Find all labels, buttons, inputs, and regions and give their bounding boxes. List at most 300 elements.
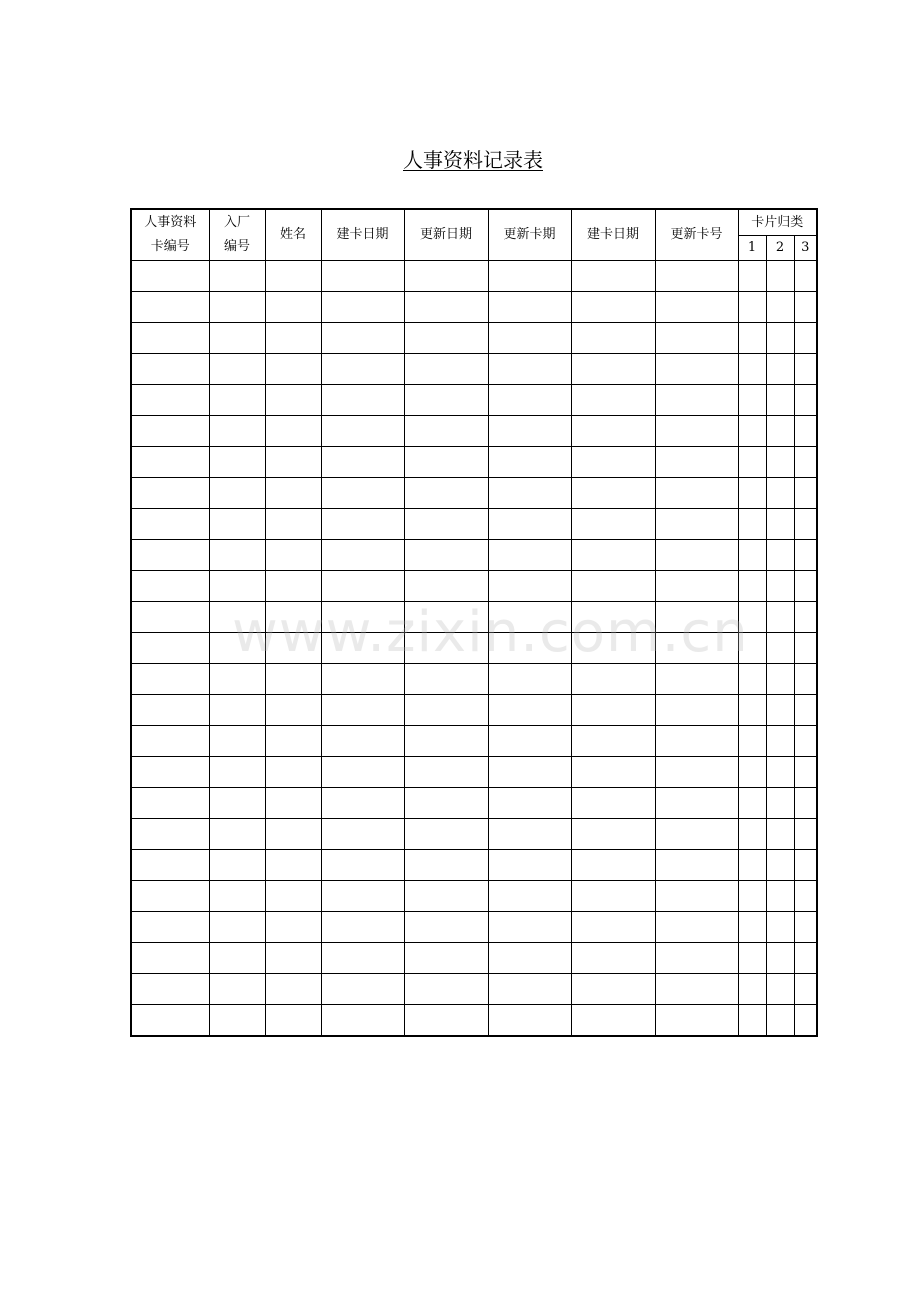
table-cell[interactable] xyxy=(794,850,817,881)
table-cell[interactable] xyxy=(131,447,209,478)
table-cell[interactable] xyxy=(571,385,655,416)
table-cell[interactable] xyxy=(488,385,571,416)
table-cell[interactable] xyxy=(655,416,738,447)
table-cell[interactable] xyxy=(209,602,265,633)
table-cell[interactable] xyxy=(488,974,571,1005)
table-row xyxy=(131,478,817,509)
table-cell[interactable] xyxy=(404,509,488,540)
table-cell[interactable] xyxy=(571,602,655,633)
table-cell[interactable] xyxy=(794,509,817,540)
table-cell[interactable] xyxy=(655,385,738,416)
table-cell[interactable] xyxy=(265,974,321,1005)
table-cell[interactable] xyxy=(794,695,817,726)
table-cell[interactable] xyxy=(794,323,817,354)
table-cell[interactable] xyxy=(488,602,571,633)
table-cell[interactable] xyxy=(766,974,794,1005)
table-row xyxy=(131,416,817,447)
table-cell[interactable] xyxy=(488,695,571,726)
table-cell[interactable] xyxy=(321,478,404,509)
table-cell[interactable] xyxy=(655,261,738,292)
table-cell[interactable] xyxy=(404,633,488,664)
table-cell[interactable] xyxy=(571,912,655,943)
table-cell[interactable] xyxy=(404,602,488,633)
table-row xyxy=(131,540,817,571)
table-cell[interactable] xyxy=(209,447,265,478)
table-cell[interactable] xyxy=(794,633,817,664)
table-row xyxy=(131,819,817,850)
table-cell[interactable] xyxy=(794,726,817,757)
table-cell[interactable] xyxy=(131,354,209,385)
table-cell[interactable] xyxy=(488,788,571,819)
table-cell[interactable] xyxy=(488,850,571,881)
table-cell[interactable] xyxy=(265,602,321,633)
table-cell[interactable] xyxy=(265,292,321,323)
table-cell[interactable] xyxy=(738,695,766,726)
table-row xyxy=(131,943,817,974)
table-cell[interactable] xyxy=(404,385,488,416)
table-cell[interactable] xyxy=(404,819,488,850)
table-cell[interactable] xyxy=(321,788,404,819)
table-cell[interactable] xyxy=(131,292,209,323)
table-cell[interactable] xyxy=(794,1005,817,1037)
table-cell[interactable] xyxy=(738,633,766,664)
table-cell[interactable] xyxy=(131,416,209,447)
table-cell[interactable] xyxy=(321,664,404,695)
table-cell[interactable] xyxy=(655,695,738,726)
table-cell[interactable] xyxy=(738,881,766,912)
table-cell[interactable] xyxy=(655,478,738,509)
table-cell[interactable] xyxy=(404,261,488,292)
table-cell[interactable] xyxy=(794,881,817,912)
table-cell[interactable] xyxy=(571,633,655,664)
table-cell[interactable] xyxy=(488,757,571,788)
watermark: www.zixin.com.cn xyxy=(232,600,749,665)
table-cell[interactable] xyxy=(321,509,404,540)
table-row xyxy=(131,850,817,881)
table-cell[interactable] xyxy=(321,323,404,354)
table-cell[interactable] xyxy=(655,726,738,757)
table-cell[interactable] xyxy=(321,912,404,943)
table-cell[interactable] xyxy=(655,819,738,850)
table-cell[interactable] xyxy=(321,602,404,633)
table-cell[interactable] xyxy=(655,943,738,974)
table-cell[interactable] xyxy=(321,633,404,664)
table-cell[interactable] xyxy=(321,261,404,292)
table-row xyxy=(131,323,817,354)
table-cell[interactable] xyxy=(738,819,766,850)
table-row xyxy=(131,974,817,1005)
table-cell[interactable] xyxy=(321,540,404,571)
table-cell[interactable] xyxy=(209,633,265,664)
table-cell[interactable] xyxy=(738,540,766,571)
table-cell[interactable] xyxy=(131,943,209,974)
table-cell[interactable] xyxy=(571,292,655,323)
table-cell[interactable] xyxy=(794,571,817,602)
table-cell[interactable] xyxy=(265,447,321,478)
table-cell[interactable] xyxy=(265,385,321,416)
table-cell[interactable] xyxy=(766,726,794,757)
table-cell[interactable] xyxy=(488,819,571,850)
table-cell[interactable] xyxy=(404,540,488,571)
table-cell[interactable] xyxy=(131,726,209,757)
table-row xyxy=(131,571,817,602)
table-cell[interactable] xyxy=(766,943,794,974)
table-cell[interactable] xyxy=(655,354,738,385)
table-cell[interactable] xyxy=(404,726,488,757)
table-cell[interactable] xyxy=(209,726,265,757)
table-cell[interactable] xyxy=(131,695,209,726)
table-cell[interactable] xyxy=(404,881,488,912)
table-cell[interactable] xyxy=(131,478,209,509)
table-cell[interactable] xyxy=(404,1005,488,1037)
table-cell[interactable] xyxy=(488,447,571,478)
table-cell[interactable] xyxy=(655,664,738,695)
table-cell[interactable] xyxy=(794,912,817,943)
table-cell[interactable] xyxy=(131,323,209,354)
table-cell[interactable] xyxy=(404,757,488,788)
table-cell[interactable] xyxy=(794,974,817,1005)
table-cell[interactable] xyxy=(766,819,794,850)
table-cell[interactable] xyxy=(794,540,817,571)
table-cell[interactable] xyxy=(209,664,265,695)
table-cell[interactable] xyxy=(131,664,209,695)
table-cell[interactable] xyxy=(571,757,655,788)
table-cell[interactable] xyxy=(488,292,571,323)
table-cell[interactable] xyxy=(794,664,817,695)
table-cell[interactable] xyxy=(738,509,766,540)
table-cell[interactable] xyxy=(265,726,321,757)
table-cell[interactable] xyxy=(488,881,571,912)
table-cell[interactable] xyxy=(794,447,817,478)
table-cell[interactable] xyxy=(571,695,655,726)
table-cell[interactable] xyxy=(209,695,265,726)
table-cell[interactable] xyxy=(488,633,571,664)
table-cell[interactable] xyxy=(794,602,817,633)
table-cell[interactable] xyxy=(655,292,738,323)
table-cell[interactable] xyxy=(766,447,794,478)
table-cell[interactable] xyxy=(131,881,209,912)
table-cell[interactable] xyxy=(209,416,265,447)
table-cell[interactable] xyxy=(488,509,571,540)
table-cell[interactable] xyxy=(571,571,655,602)
table-cell[interactable] xyxy=(738,323,766,354)
table-row xyxy=(131,1005,817,1037)
header-category: 卡片归类 xyxy=(738,209,817,236)
table-cell[interactable] xyxy=(321,757,404,788)
table-cell[interactable] xyxy=(404,788,488,819)
table-cell[interactable] xyxy=(404,664,488,695)
table-cell[interactable] xyxy=(794,943,817,974)
table-cell[interactable] xyxy=(131,540,209,571)
table-cell[interactable] xyxy=(209,788,265,819)
table-cell[interactable] xyxy=(571,974,655,1005)
table-row xyxy=(131,726,817,757)
table-cell[interactable] xyxy=(738,261,766,292)
table-cell[interactable] xyxy=(131,819,209,850)
table-cell[interactable] xyxy=(766,416,794,447)
table-cell[interactable] xyxy=(766,261,794,292)
table-cell[interactable] xyxy=(209,509,265,540)
table-cell[interactable] xyxy=(571,850,655,881)
table-cell[interactable] xyxy=(766,757,794,788)
table-cell[interactable] xyxy=(404,974,488,1005)
table-cell[interactable] xyxy=(738,571,766,602)
table-cell[interactable] xyxy=(655,1005,738,1037)
table-cell[interactable] xyxy=(321,292,404,323)
table-row xyxy=(131,509,817,540)
table-cell[interactable] xyxy=(265,819,321,850)
table-cell[interactable] xyxy=(766,912,794,943)
table-cell[interactable] xyxy=(738,850,766,881)
table-cell[interactable] xyxy=(488,943,571,974)
header-category-3: 3 xyxy=(794,236,817,261)
table-cell[interactable] xyxy=(655,323,738,354)
table-cell[interactable] xyxy=(321,819,404,850)
table-cell[interactable] xyxy=(794,788,817,819)
table-cell[interactable] xyxy=(131,633,209,664)
table-cell[interactable] xyxy=(738,974,766,1005)
table-cell[interactable] xyxy=(655,850,738,881)
table-cell[interactable] xyxy=(404,323,488,354)
table-row xyxy=(131,664,817,695)
table-cell[interactable] xyxy=(321,695,404,726)
table-cell[interactable] xyxy=(738,385,766,416)
table-cell[interactable] xyxy=(738,478,766,509)
table-cell[interactable] xyxy=(265,478,321,509)
header-update-date: 更新日期 xyxy=(404,209,488,261)
table-cell[interactable] xyxy=(209,385,265,416)
header-created-date-2: 建卡日期 xyxy=(571,209,655,261)
table-cell[interactable] xyxy=(571,726,655,757)
table-cell[interactable] xyxy=(766,664,794,695)
table-cell[interactable] xyxy=(265,261,321,292)
table-cell[interactable] xyxy=(766,509,794,540)
table-cell[interactable] xyxy=(209,354,265,385)
table-cell[interactable] xyxy=(794,819,817,850)
table-cell[interactable] xyxy=(131,912,209,943)
table-cell[interactable] xyxy=(321,416,404,447)
table-cell[interactable] xyxy=(571,478,655,509)
table-cell[interactable] xyxy=(655,974,738,1005)
table-cell[interactable] xyxy=(766,633,794,664)
table-cell[interactable] xyxy=(265,912,321,943)
table-cell[interactable] xyxy=(209,292,265,323)
table-cell[interactable] xyxy=(571,323,655,354)
table-cell[interactable] xyxy=(209,819,265,850)
table-row xyxy=(131,788,817,819)
table-cell[interactable] xyxy=(321,726,404,757)
table-cell[interactable] xyxy=(209,1005,265,1037)
table-cell[interactable] xyxy=(766,1005,794,1037)
table-cell[interactable] xyxy=(209,912,265,943)
table-cell[interactable] xyxy=(209,571,265,602)
table-cell[interactable] xyxy=(321,354,404,385)
table-cell[interactable] xyxy=(766,881,794,912)
table-cell[interactable] xyxy=(265,509,321,540)
table-cell[interactable] xyxy=(404,354,488,385)
table-cell[interactable] xyxy=(265,881,321,912)
table-cell[interactable] xyxy=(209,974,265,1005)
table-cell[interactable] xyxy=(738,788,766,819)
table-cell[interactable] xyxy=(794,478,817,509)
table-cell[interactable] xyxy=(404,912,488,943)
table-cell[interactable] xyxy=(404,850,488,881)
table-cell[interactable] xyxy=(488,912,571,943)
table-cell[interactable] xyxy=(655,509,738,540)
table-cell[interactable] xyxy=(738,664,766,695)
table-cell[interactable] xyxy=(738,943,766,974)
table-cell[interactable] xyxy=(321,385,404,416)
table-cell[interactable] xyxy=(738,1005,766,1037)
table-cell[interactable] xyxy=(655,912,738,943)
table-cell[interactable] xyxy=(766,540,794,571)
table-cell[interactable] xyxy=(131,757,209,788)
table-cell[interactable] xyxy=(209,323,265,354)
table-cell[interactable] xyxy=(488,540,571,571)
table-cell[interactable] xyxy=(131,974,209,1005)
table-cell[interactable] xyxy=(738,726,766,757)
page-title xyxy=(0,146,920,174)
table-cell[interactable] xyxy=(321,974,404,1005)
table-cell[interactable] xyxy=(655,602,738,633)
table-cell[interactable] xyxy=(655,447,738,478)
header-update-card: 更新卡期 xyxy=(488,209,571,261)
table-cell[interactable] xyxy=(131,602,209,633)
table-cell[interactable] xyxy=(766,385,794,416)
table-cell[interactable] xyxy=(265,757,321,788)
table-cell[interactable] xyxy=(404,571,488,602)
table-cell[interactable] xyxy=(321,943,404,974)
header-card-no: 人事资料卡编号 xyxy=(131,209,209,261)
table-cell[interactable] xyxy=(131,850,209,881)
table-cell[interactable] xyxy=(738,602,766,633)
table-cell[interactable] xyxy=(766,478,794,509)
table-cell[interactable] xyxy=(209,478,265,509)
table-cell[interactable] xyxy=(655,881,738,912)
table-cell[interactable] xyxy=(794,261,817,292)
table-cell[interactable] xyxy=(488,664,571,695)
table-cell[interactable] xyxy=(488,323,571,354)
table-cell[interactable] xyxy=(404,447,488,478)
table-cell[interactable] xyxy=(209,850,265,881)
table-cell[interactable] xyxy=(766,602,794,633)
table-cell[interactable] xyxy=(794,385,817,416)
table-cell[interactable] xyxy=(738,354,766,385)
table-cell[interactable] xyxy=(794,757,817,788)
table-cell[interactable] xyxy=(794,354,817,385)
table-cell[interactable] xyxy=(766,354,794,385)
table-cell[interactable] xyxy=(265,540,321,571)
table-cell[interactable] xyxy=(571,447,655,478)
table-cell[interactable] xyxy=(571,788,655,819)
table-cell[interactable] xyxy=(488,571,571,602)
table-cell[interactable] xyxy=(265,323,321,354)
table-cell[interactable] xyxy=(738,757,766,788)
table-cell[interactable] xyxy=(131,385,209,416)
table-cell[interactable] xyxy=(794,416,817,447)
table-cell[interactable] xyxy=(265,788,321,819)
table-cell[interactable] xyxy=(488,1005,571,1037)
table-cell[interactable] xyxy=(766,788,794,819)
table-cell[interactable] xyxy=(404,416,488,447)
table-cell[interactable] xyxy=(265,633,321,664)
table-cell[interactable] xyxy=(131,261,209,292)
table-body xyxy=(131,261,817,1037)
table-cell[interactable] xyxy=(404,695,488,726)
table-cell[interactable] xyxy=(738,447,766,478)
table-cell[interactable] xyxy=(738,416,766,447)
table-cell[interactable] xyxy=(766,850,794,881)
table-cell[interactable] xyxy=(571,354,655,385)
table-cell[interactable] xyxy=(321,571,404,602)
table-cell[interactable] xyxy=(571,416,655,447)
table-cell[interactable] xyxy=(131,788,209,819)
table-cell[interactable] xyxy=(571,261,655,292)
table-cell[interactable] xyxy=(655,540,738,571)
table-cell[interactable] xyxy=(571,509,655,540)
table-cell[interactable] xyxy=(404,478,488,509)
table-cell[interactable] xyxy=(321,1005,404,1037)
table-cell[interactable] xyxy=(131,571,209,602)
table-cell[interactable] xyxy=(265,850,321,881)
table-cell[interactable] xyxy=(209,540,265,571)
table-cell[interactable] xyxy=(655,757,738,788)
table-cell[interactable] xyxy=(571,664,655,695)
table-cell[interactable] xyxy=(655,788,738,819)
table-cell[interactable] xyxy=(571,819,655,850)
table-cell[interactable] xyxy=(265,354,321,385)
table-cell[interactable] xyxy=(488,416,571,447)
table-cell[interactable] xyxy=(488,726,571,757)
table-row xyxy=(131,385,817,416)
table-cell[interactable] xyxy=(766,695,794,726)
table-cell[interactable] xyxy=(571,943,655,974)
table-cell[interactable] xyxy=(209,943,265,974)
table-cell[interactable] xyxy=(209,757,265,788)
table-cell[interactable] xyxy=(265,695,321,726)
table-cell[interactable] xyxy=(571,1005,655,1037)
table-cell[interactable] xyxy=(571,881,655,912)
table-cell[interactable] xyxy=(265,943,321,974)
table-cell[interactable] xyxy=(321,447,404,478)
table-cell[interactable] xyxy=(488,478,571,509)
table-cell[interactable] xyxy=(766,571,794,602)
table-cell[interactable] xyxy=(738,912,766,943)
table-cell[interactable] xyxy=(209,261,265,292)
table-cell[interactable] xyxy=(488,261,571,292)
table-cell[interactable] xyxy=(321,881,404,912)
table-cell[interactable] xyxy=(404,292,488,323)
table-cell[interactable] xyxy=(131,509,209,540)
header-name: 姓名 xyxy=(265,209,321,261)
table-cell[interactable] xyxy=(766,323,794,354)
table-cell[interactable] xyxy=(655,571,738,602)
table-cell[interactable] xyxy=(131,1005,209,1037)
table-cell[interactable] xyxy=(265,571,321,602)
table-cell[interactable] xyxy=(571,540,655,571)
table-cell[interactable] xyxy=(209,881,265,912)
table-cell[interactable] xyxy=(738,292,766,323)
table-cell[interactable] xyxy=(321,850,404,881)
table-cell[interactable] xyxy=(404,943,488,974)
table-cell[interactable] xyxy=(265,416,321,447)
table-cell[interactable] xyxy=(766,292,794,323)
table-cell[interactable] xyxy=(265,664,321,695)
table-cell[interactable] xyxy=(794,292,817,323)
table-cell[interactable] xyxy=(488,354,571,385)
table-cell[interactable] xyxy=(655,633,738,664)
table-cell[interactable] xyxy=(265,1005,321,1037)
